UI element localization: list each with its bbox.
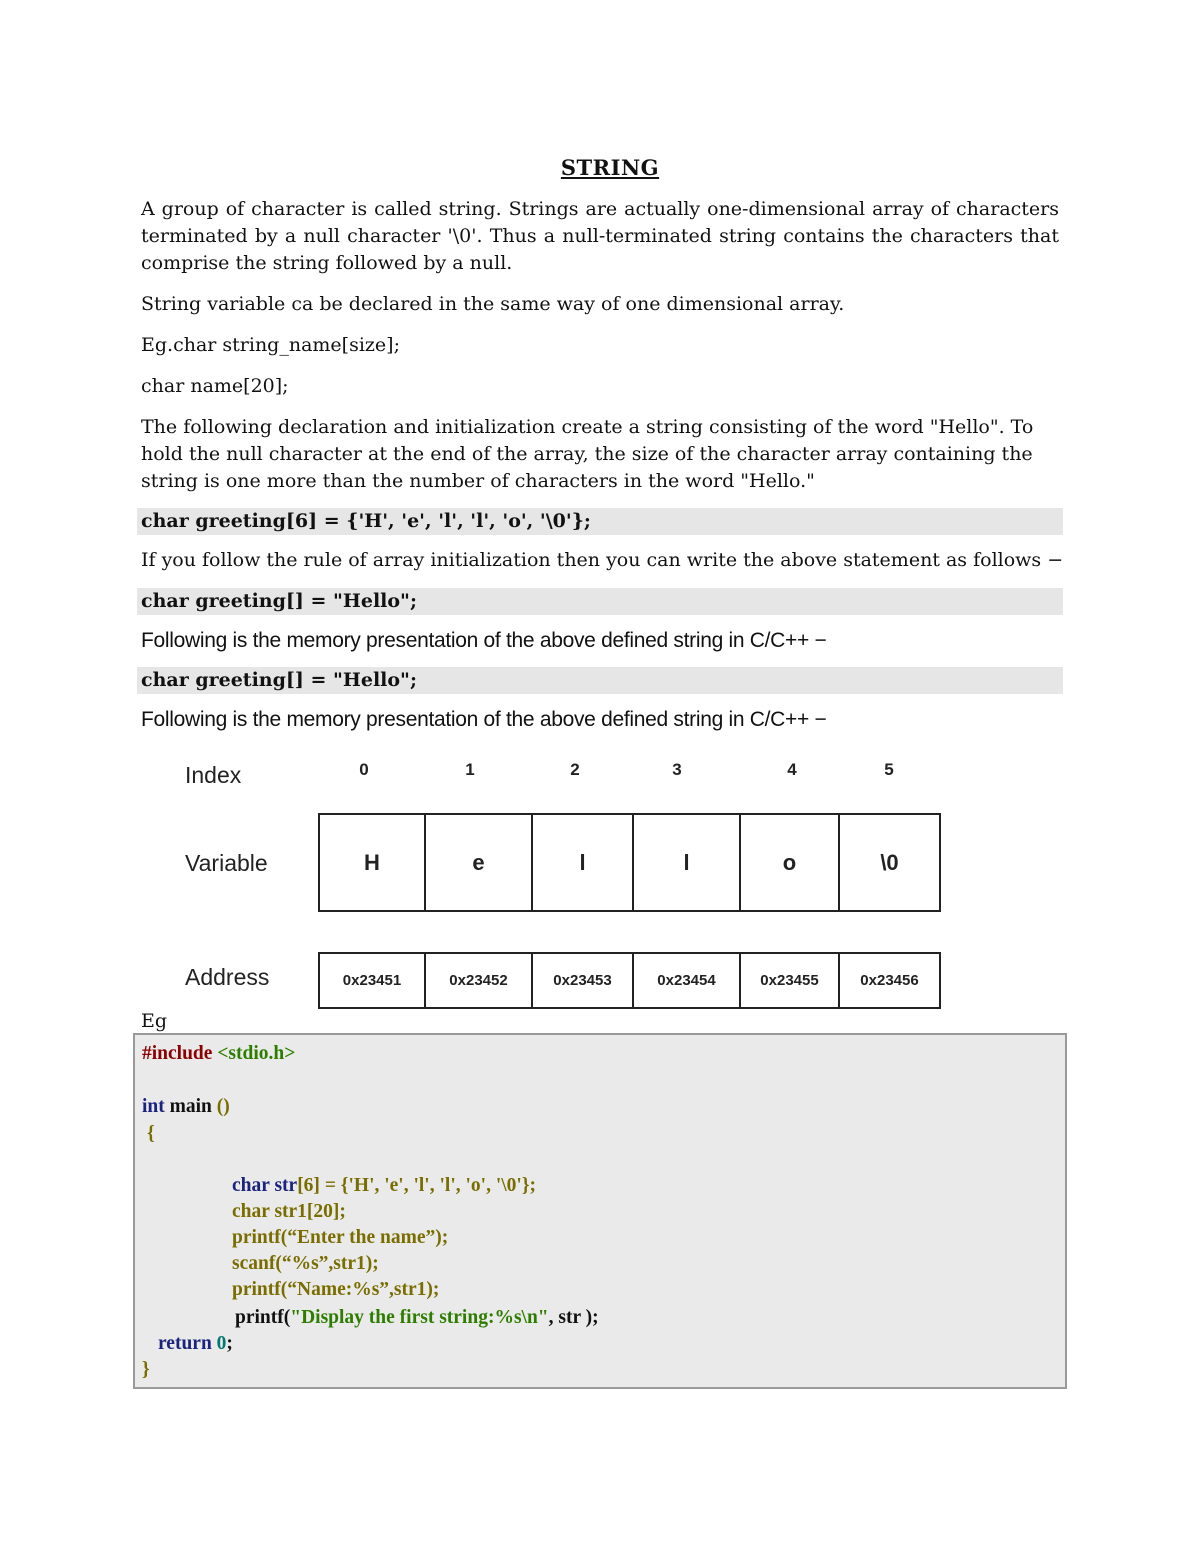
- variable-cell: l: [634, 815, 741, 910]
- char-keyword: char: [232, 1201, 270, 1222]
- page-title: STRING: [560, 155, 660, 180]
- address-cell: 0x23455: [741, 954, 840, 1007]
- hello-paragraph: The following declaration and initialization create a string consisting of the word "Hello". To hold the null character at the end of the array, the size of the character array containing the string is one more than the number of characters in the word "Hello.": [141, 416, 1034, 492]
- code-main-line: [142, 1094, 230, 1120]
- printf-format-string: "Display the first string:%s\n": [290, 1307, 549, 1328]
- str1-declaration: str1[20];: [274, 1201, 346, 1222]
- address-cell: 0x23452: [426, 954, 533, 1007]
- code-str1-decl: [232, 1199, 346, 1225]
- code-printf-name: printf(“Name:%s”,str1);: [232, 1279, 440, 1300]
- str-initializer: = {'H', 'e', 'l', 'l', 'o', '\0'};: [319, 1175, 536, 1196]
- return-semicolon: ;: [226, 1333, 233, 1354]
- address-cell: 0x23453: [533, 954, 634, 1007]
- memory-diagram: [180, 750, 950, 1012]
- code-scanf: scanf(“%s”,str1);: [232, 1253, 379, 1274]
- example-name: char name[20];: [141, 375, 289, 397]
- memory-paragraph-2: Following is the memory presentation of the above defined string in C/C++ −: [141, 708, 827, 731]
- int-keyword: int: [142, 1096, 165, 1117]
- index-5: 5: [884, 760, 894, 779]
- include-file: <stdio.h>: [217, 1043, 296, 1064]
- code-open-brace: {: [147, 1123, 155, 1144]
- index-2: 2: [570, 760, 580, 779]
- code-close-brace: }: [142, 1359, 150, 1380]
- str-identifier: str: [274, 1175, 298, 1196]
- index-1: 1: [465, 760, 475, 779]
- code-listing: [133, 1033, 1067, 1389]
- variable-cell: e: [426, 815, 533, 910]
- rule-paragraph: If you follow the rule of array initialization then you can write the above statement as follows −: [141, 549, 1064, 571]
- variable-cell: \0: [880, 849, 899, 875]
- address-label: Address: [185, 964, 270, 990]
- intro-paragraph: A group of character is called string. Strings are actually one-dimensional array of characters terminated by a null character '\0'. Thus a null-terminated string contains the characters that comprise the string followed by a null.: [141, 198, 1059, 274]
- address-cells: [318, 952, 941, 1009]
- code-line-greeting-array: char greeting[6] = {'H', 'e', 'l', 'l', 'o', '\0'};: [141, 510, 591, 532]
- variable-cells: [318, 813, 941, 912]
- code-str-decl: [232, 1173, 536, 1199]
- variable-label: Variable: [185, 850, 268, 876]
- str-size: [6]: [297, 1175, 320, 1196]
- code-printf-enter: printf(“Enter the name”);: [232, 1227, 449, 1248]
- main-parens: (): [216, 1096, 230, 1117]
- return-keyword: return: [158, 1333, 212, 1354]
- variable-cell: o: [741, 815, 840, 910]
- printf-call: printf(: [235, 1307, 291, 1328]
- eg-label: Eg: [141, 1010, 168, 1032]
- code-printf-display: [235, 1305, 599, 1331]
- variable-cell: H: [320, 815, 426, 910]
- address-cell: 0x23451: [320, 954, 426, 1007]
- include-keyword: #include: [142, 1043, 213, 1064]
- main-function: main: [169, 1096, 212, 1117]
- code-include-line: [142, 1041, 295, 1067]
- code-line-greeting-string: char greeting[] = "Hello";: [141, 590, 417, 612]
- char-keyword: char: [232, 1175, 270, 1196]
- variable-cell: l: [533, 815, 634, 910]
- address-cell: 0x23454: [634, 954, 741, 1007]
- return-value: 0: [216, 1333, 227, 1354]
- index-label: Index: [185, 762, 242, 788]
- memory-paragraph-1: Following is the memory presentation of the above defined string in C/C++ −: [141, 629, 827, 652]
- code-return-line: [158, 1331, 233, 1357]
- example-declaration: Eg.char string_name[size];: [141, 334, 400, 356]
- index-4: 4: [787, 760, 797, 779]
- address-cell: 0x23456: [860, 972, 919, 989]
- index-0: 0: [359, 760, 369, 779]
- code-line-greeting-string-repeat: char greeting[] = "Hello";: [141, 669, 417, 691]
- declare-paragraph: String variable ca be declared in the same way of one dimensional array.: [141, 293, 845, 315]
- printf-args: , str );: [548, 1307, 599, 1328]
- index-3: 3: [672, 760, 682, 779]
